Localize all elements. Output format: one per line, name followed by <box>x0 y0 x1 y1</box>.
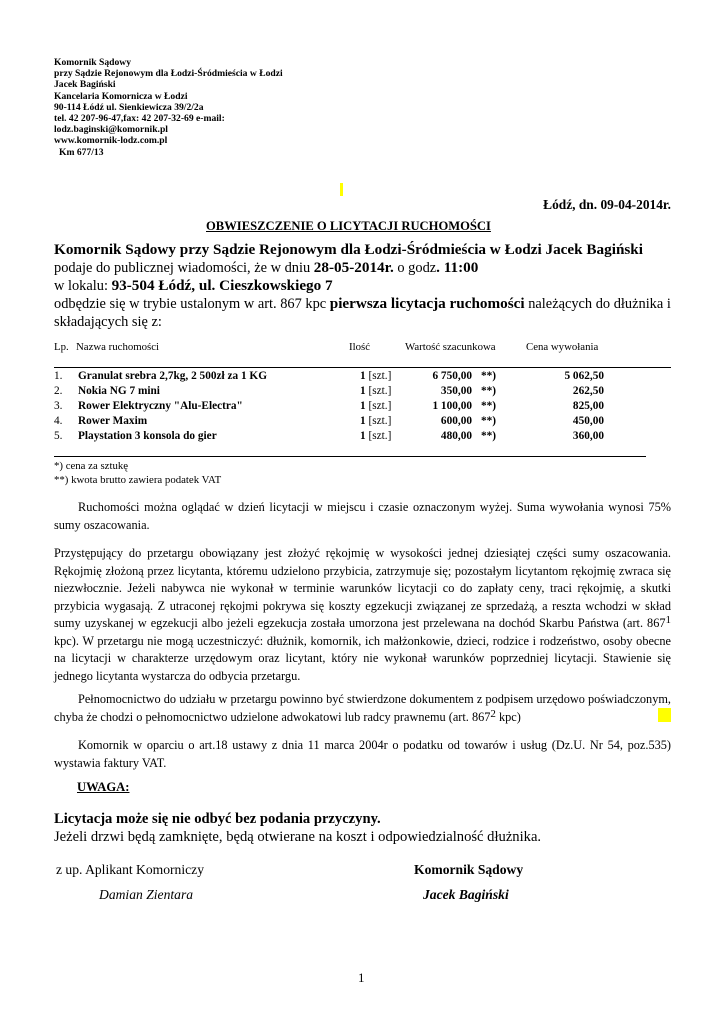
left-signature-name: Damian Zientara <box>99 887 194 902</box>
item-name: Playstation 3 konsola do gier <box>78 430 217 442</box>
col-header-price: Cena wywołania <box>526 341 599 353</box>
item-price: 825,00 <box>572 400 604 412</box>
intro-text: należących do dłużnika i składających się z: <box>54 296 671 330</box>
col-header-value: Wartość szacunkowa <box>405 341 496 353</box>
col-header-qty: Ilość <box>349 341 370 353</box>
item-qty: 1 <box>360 400 366 412</box>
item-name: Rower Maxim <box>78 415 148 427</box>
item-qty: 1 <box>360 370 366 382</box>
auction-location: 93-504 Łódź, ul. Cieszkowskiego 7 <box>111 277 333 294</box>
footnote: **) kwota brutto zawiera podatek VAT <box>54 474 222 486</box>
intro-text: odbędzie się w trybie ustalonym w art. 867 kpc <box>54 296 330 312</box>
item-value: 600,00 <box>440 415 472 427</box>
highlight-mark <box>658 708 671 722</box>
item-value: 480,00 <box>440 430 472 442</box>
item-price: 262,50 <box>572 385 604 397</box>
item-name: Granulat srebra 2,7kg, 2 500zł za 1 KG <box>78 370 268 382</box>
highlight-mark <box>340 183 343 196</box>
intro-text: w lokalu: <box>54 278 112 294</box>
header-line: przy Sądzie Rejonowym dla Łodzi-Śródmieścia w Łodzi <box>54 68 283 80</box>
auction-type: pierwsza licytacja ruchomości <box>329 295 525 312</box>
col-header-name: Nazwa ruchomości <box>76 341 160 353</box>
item-note: **) <box>481 385 497 397</box>
office-header <box>54 57 283 158</box>
case-number: Km 677/13 <box>59 146 104 158</box>
left-signature-role: z up. Aplikant Komorniczy <box>56 862 204 877</box>
item-qty: 1 <box>360 430 366 442</box>
superscript: 1 <box>665 614 671 626</box>
right-signature-role: Komornik Sądowy <box>414 862 524 877</box>
row-lp: 4. <box>54 415 63 427</box>
intro-paragraph <box>54 241 674 331</box>
item-note: **) <box>481 370 497 382</box>
header-line: 90-114 Łódź ul. Sienkiewicza 39/2/2a <box>54 101 204 113</box>
item-qty: 1 <box>360 415 366 427</box>
paragraph-text: Ruchomości można oglądać w dzień licytacji w miejscu i czasie oznaczonym wyżej. Suma wywołania wynosi 75% sumy oszacowania. <box>54 500 671 532</box>
row-lp: 2. <box>54 385 63 397</box>
footnote: *) cena za sztukę <box>54 460 129 472</box>
table-bottom-rule <box>54 456 646 457</box>
item-price: 450,00 <box>572 415 604 427</box>
document-title: OBWIESZCZENIE O LICYTACJI RUCHOMOŚCI <box>206 219 491 233</box>
item-unit: [szt.] <box>368 385 392 397</box>
item-value: 350,00 <box>440 385 472 397</box>
item-price: 5 062,50 <box>564 370 604 382</box>
row-lp: 5. <box>54 430 63 442</box>
header-website: www.komornik-lodz.com.pl <box>54 135 168 147</box>
item-qty: 1 <box>360 385 366 397</box>
row-lp: 1. <box>54 370 63 382</box>
right-signature-name: Jacek Bagiński <box>423 887 509 902</box>
header-line: tel. 42 207-96-47,fax: 42 207-32-69 e-mail: <box>54 113 225 125</box>
item-name: Nokia NG 7 mini <box>78 385 160 397</box>
item-unit: [szt.] <box>368 430 392 442</box>
warning-line: Jeżeli drzwi będą zamknięte, będą otwierane na koszt i odpowiedzialność dłużnika. <box>54 829 542 845</box>
row-lp: 3. <box>54 400 63 412</box>
auction-date: 28-05-2014r. <box>313 259 394 276</box>
item-unit: [szt.] <box>368 370 392 382</box>
item-value: 1 100,00 <box>432 400 472 412</box>
superscript: 2 <box>490 707 496 720</box>
paragraph-text: kpc) <box>495 709 521 724</box>
item-unit: [szt.] <box>368 400 392 412</box>
col-header-lp: Lp. <box>54 341 69 353</box>
paragraph-text: Pełnomocnictwo do udziału w przetargu powinno być stwierdzone dokumentem z podpisem urzędowo poświadczonym, chyba że chodzi o pełnomocnictwo udzielone adwokatowi lub radcy prawnemu (art. 867 <box>54 692 671 724</box>
warning-heading: UWAGA: <box>77 780 130 794</box>
deposit-paragraph <box>54 545 671 685</box>
intro-text: podaje do publicznej wiadomości, że w dniu <box>54 260 314 276</box>
paragraph-text: Przystępujący do przetargu obowiązany jest złożyć rękojmię w wysokości jednej dziesiątej części sumy oszacowania. Rękojmię złożoną przez licytanta, któremu udzielono przybicia, zatrzymuje się; pozostałym licytantom rękojmię zwraca się niezwłocznie. Jeżeli nabywca nie wykonał w terminie warunków licytacji co do zapłaty ceny, traci rękojmię, a skutki przybicia wygasają. Z utraconej rękojmi pokrywa się koszty egzekucji związanej ze sprzedażą, a reszta wchodzi w skład sumy uzyskanej w egzekucji albo jeżeli egzekucja została umorzona jest przelewana na dochód Skarbu Państwa (art. 867 <box>54 546 671 630</box>
header-line: Komornik Sądowy <box>54 57 132 68</box>
vat-paragraph <box>54 737 671 772</box>
viewing-paragraph <box>54 499 671 534</box>
header-line: Kancelaria Komornicza w Łodzi <box>54 90 188 102</box>
bailiff-name: Komornik Sądowy przy Sądzie Rejonowym dla Łodzi-Śródmieścia w Łodzi Jacek Bagiński <box>54 241 643 258</box>
item-name: Rower Elektryczny "Alu-Electra" <box>78 400 243 412</box>
item-price: 360,00 <box>572 430 604 442</box>
auction-time: . 11:00 <box>436 259 479 276</box>
item-note: **) <box>481 430 497 442</box>
item-value: 6 750,00 <box>432 370 472 382</box>
item-note: **) <box>481 400 497 412</box>
warning-block <box>54 810 541 846</box>
page-number: 1 <box>358 970 365 985</box>
warning-line-bold: Licytacja może się nie odbyć bez podania przyczyny. <box>54 811 381 827</box>
paragraph-text: Komornik w oparciu o art.18 ustawy z dnia 11 marca 2004r o podatku od towarów i usług (Dz.U. Nr 54, poz.535) wystawia faktury VAT. <box>54 738 671 770</box>
paragraph-text: kpc). W przetargu nie mogą uczestniczyć: dłużnik, komornik, ich małżonkowie, dzieci, rodzice i rodzeństwo, osoby obecne na licytacji w charakterze urzędowym oraz licytant, który nie wykonał warunków poprzedniej licytacji. Stawienie się jednego licytanta wystarcza do odbycia przetargu. <box>54 633 671 683</box>
item-note: **) <box>481 415 497 427</box>
item-unit: [szt.] <box>368 415 392 427</box>
header-line: Jacek Bagiński <box>54 79 116 91</box>
document-date: Łódź, dn. 09-04-2014r. <box>543 197 671 212</box>
proxy-paragraph <box>54 691 671 726</box>
header-email: lodz.baginski@komornik.pl <box>54 124 168 136</box>
table-top-rule <box>54 367 671 368</box>
intro-text: o godz <box>393 260 437 276</box>
